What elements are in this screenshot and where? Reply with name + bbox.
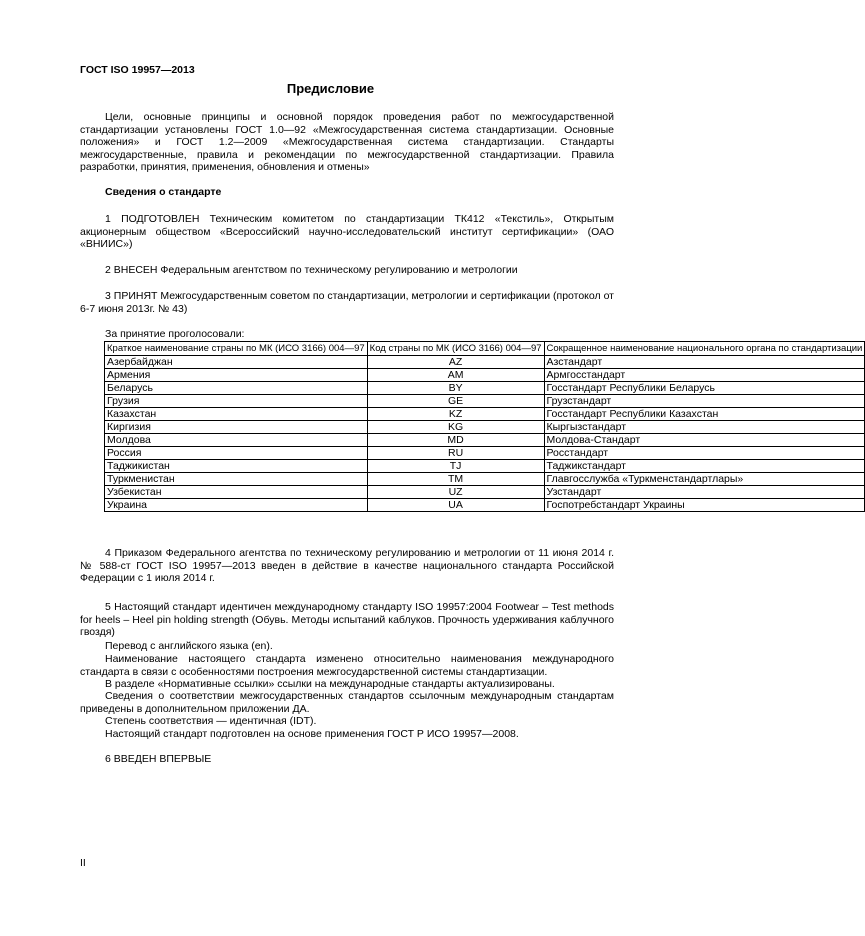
- cell-standards-body: Госпотребстандарт Украины: [544, 499, 865, 512]
- cell-country-code: MD: [367, 434, 544, 447]
- cell-standards-body: Росстандарт: [544, 447, 865, 460]
- item-5-translation: Перевод с английского языка (en).: [105, 640, 273, 652]
- cell-country-name: Беларусь: [105, 382, 368, 395]
- page-number: II: [80, 857, 86, 869]
- cell-country-code: UA: [367, 499, 544, 512]
- header-country-name: Краткое наименование страны по МК (ИСО 3166) 004—97: [105, 342, 368, 356]
- cell-country-name: Армения: [105, 369, 368, 382]
- item-2-submitted: 2 ВНЕСЕН Федеральным агентством по техническому регулированию и метрологии: [105, 264, 518, 276]
- table-row: [105, 460, 865, 473]
- cell-country-name: Молдова: [105, 434, 368, 447]
- table-row: [105, 486, 865, 499]
- item-4-order: 4 Приказом Федерального агентства по техническому регулированию и метрологии от 11 июня 2014 г. № 588-ст ГОСТ ISO 19957—2013 введен в действие в качестве национального стандарта Российской Федерации с 1 июля 2014 г.: [80, 547, 614, 585]
- table-row: [105, 434, 865, 447]
- cell-country-name: Киргизия: [105, 421, 368, 434]
- cell-standards-body: Таджикстандарт: [544, 460, 865, 473]
- item-3-adopted: 3 ПРИНЯТ Межгосударственным советом по стандартизации, метрологии и сертификации (протокол от 6-7 июня 2013г. № 43): [80, 290, 614, 315]
- cell-country-name: Таджикистан: [105, 460, 368, 473]
- table-row: [105, 499, 865, 512]
- cell-country-name: Узбекистан: [105, 486, 368, 499]
- cell-country-code: UZ: [367, 486, 544, 499]
- table-row: [105, 369, 865, 382]
- cell-standards-body: Кыргызстандарт: [544, 421, 865, 434]
- cell-country-name: Казахстан: [105, 408, 368, 421]
- cell-standards-body: Грузстандарт: [544, 395, 865, 408]
- table-row: [105, 473, 865, 486]
- item-5-name-change: Наименование настоящего стандарта изменено относительно наименования международного стандарта в связи с особенностями построения межгосударственной системы стандартизации.: [80, 653, 614, 678]
- cell-country-code: RU: [367, 447, 544, 460]
- item-5-annex: Сведения о соответствии межгосударственных стандартов ссылочным международным стандартам приведены в дополнительном приложении ДА.: [80, 690, 614, 715]
- cell-country-code: AM: [367, 369, 544, 382]
- cell-standards-body: Госстандарт Республики Казахстан: [544, 408, 865, 421]
- document-code: ГОСТ ISO 19957—2013: [80, 64, 195, 76]
- item-5-basis: Настоящий стандарт подготовлен на основе применения ГОСТ Р ИСО 19957—2008.: [105, 728, 519, 740]
- cell-country-code: KZ: [367, 408, 544, 421]
- cell-standards-body: Узстандарт: [544, 486, 865, 499]
- header-country-code: Код страны по МК (ИСО 3166) 004—97: [367, 342, 544, 356]
- cell-standards-body: Азстандарт: [544, 356, 865, 369]
- cell-standards-body: Армгосстандарт: [544, 369, 865, 382]
- item-1-prepared: 1 ПОДГОТОВЛЕН Техническим комитетом по стандартизации ТК412 «Текстиль», Открытым акционерным обществом «Всероссийский научно-исследовательский институт сертификации» (ОАО «ВНИИС»): [80, 213, 614, 251]
- cell-country-code: TJ: [367, 460, 544, 473]
- table-row: [105, 408, 865, 421]
- cell-country-code: GE: [367, 395, 544, 408]
- table-row: [105, 382, 865, 395]
- item-5-references: В разделе «Нормативные ссылки» ссылки на международные стандарты актуализированы.: [105, 678, 555, 690]
- cell-country-code: KG: [367, 421, 544, 434]
- table-row: [105, 447, 865, 460]
- cell-country-name: Туркменистан: [105, 473, 368, 486]
- table-row: [105, 421, 865, 434]
- header-standards-body: Сокращенное наименование национального органа по стандартизации: [544, 342, 865, 356]
- vote-caption: За принятие проголосовали:: [105, 328, 245, 340]
- page-title: Предисловие: [286, 81, 375, 96]
- table-row: [105, 395, 865, 408]
- cell-country-name: Азербайджан: [105, 356, 368, 369]
- cell-standards-body: Главгосслужба «Туркменстандартлары»: [544, 473, 865, 486]
- voting-states-table: [104, 341, 865, 512]
- cell-standards-body: Молдова-Стандарт: [544, 434, 865, 447]
- item-6-introduced: 6 ВВЕДЕН ВПЕРВЫЕ: [105, 753, 212, 765]
- cell-country-code: TM: [367, 473, 544, 486]
- section-heading: Сведения о стандарте: [105, 186, 222, 198]
- intro-paragraph: Цели, основные принципы и основной порядок проведения работ по межгосударственной стандартизации установлены ГОСТ 1.0—92 «Межгосударственная система стандартизации. Основные положения» и ГОСТ 1.2—2009 «Межгосударственная система стандартизации. Стандарты межгосударственные, правила и рекомендации по межгосударственной стандартизации. Правила разработки, принятия, применения, обновления и отмены»: [80, 111, 614, 174]
- cell-country-name: Грузия: [105, 395, 368, 408]
- item-5-degree: Степень соответствия — идентичная (IDT).: [105, 715, 317, 727]
- cell-country-code: AZ: [367, 356, 544, 369]
- cell-standards-body: Госстандарт Республики Беларусь: [544, 382, 865, 395]
- cell-country-name: Украина: [105, 499, 368, 512]
- cell-country-name: Россия: [105, 447, 368, 460]
- item-5-identical: 5 Настоящий стандарт идентичен международному стандарту ISO 19957:2004 Footwear – Test methods for heels – Heel pin holding strength (Обувь. Методы испытаний каблуков. Прочность удерживания каблучного гвоздя): [80, 601, 614, 639]
- table-row: [105, 356, 865, 369]
- cell-country-code: BY: [367, 382, 544, 395]
- table-header-row: [105, 342, 865, 356]
